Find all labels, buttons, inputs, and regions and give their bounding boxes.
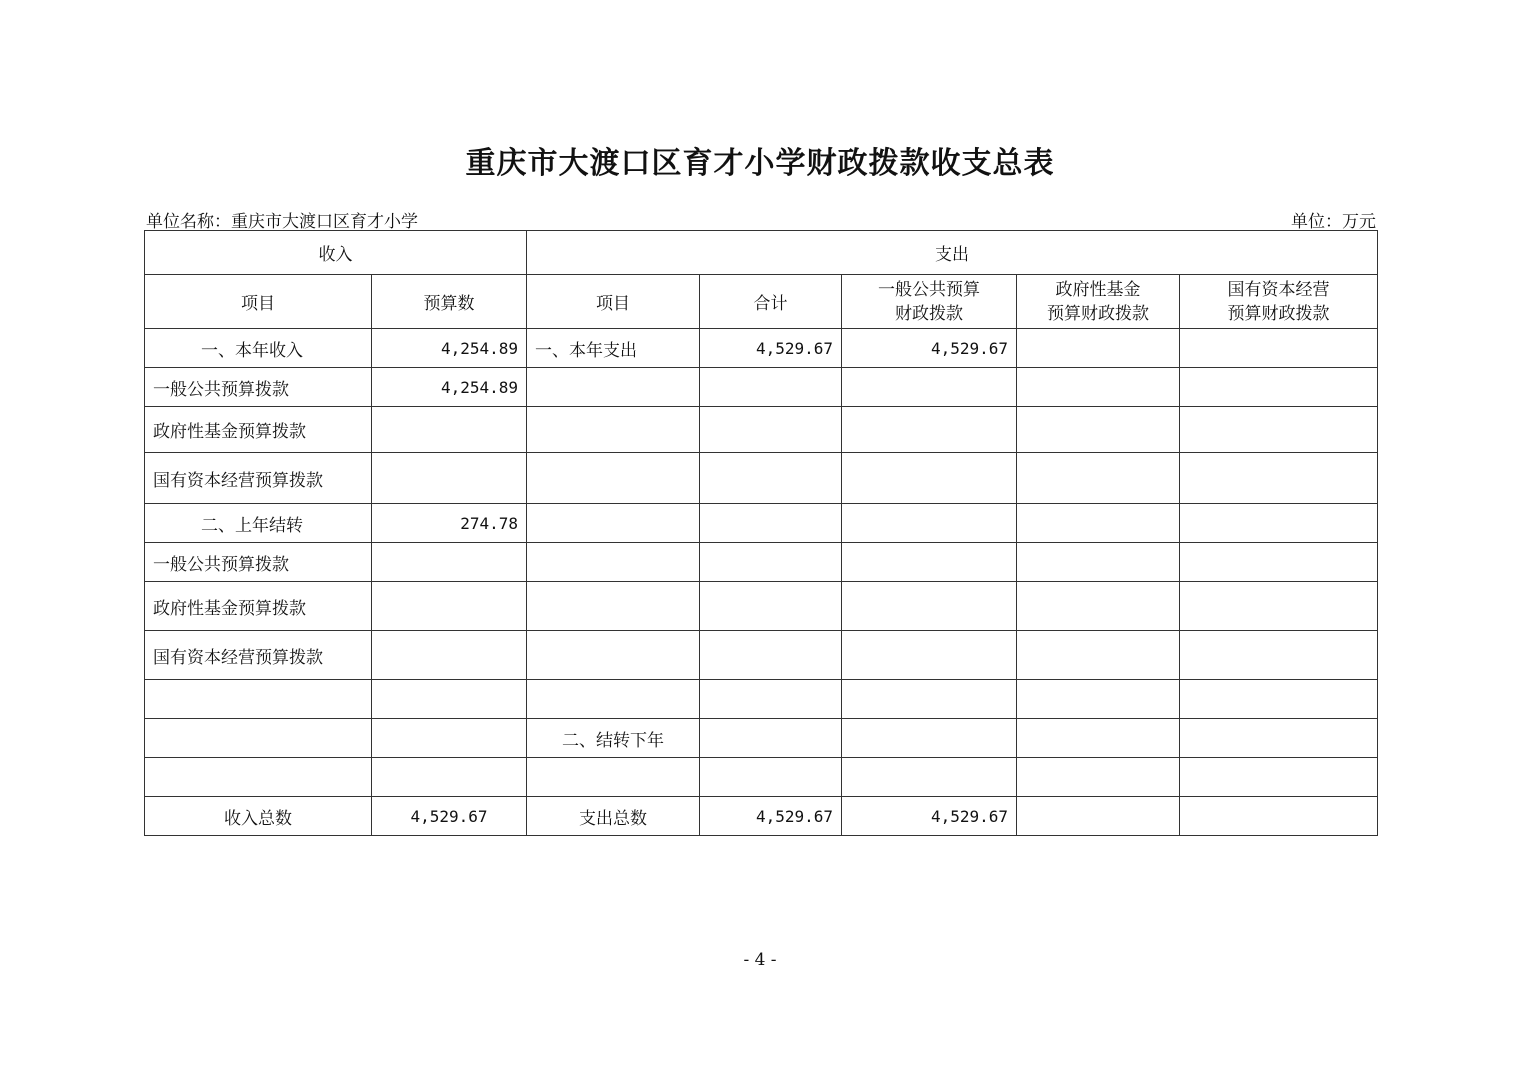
table-row <box>145 631 1378 680</box>
total-cell <box>700 582 842 631</box>
income-amount-cell <box>372 758 527 797</box>
income-item-cell: 二、上年结转 <box>145 504 372 543</box>
income-amount-cell <box>372 543 527 582</box>
government-fund-cell <box>1017 453 1180 504</box>
general-budget-cell <box>842 368 1017 407</box>
income-item-cell: 国有资本经营预算拨款 <box>145 453 372 504</box>
expense-item-cell <box>527 582 700 631</box>
table-row <box>145 758 1378 797</box>
totals-row <box>145 797 1378 836</box>
income-item-cell: 政府性基金预算拨款 <box>145 582 372 631</box>
income-amount-cell <box>372 582 527 631</box>
general-budget-cell <box>842 719 1017 758</box>
government-fund-cell <box>1017 329 1180 368</box>
state-capital-cell <box>1180 680 1378 719</box>
expense-item-cell <box>527 368 700 407</box>
expense-item-cell <box>527 680 700 719</box>
state-capital-cell <box>1180 407 1378 453</box>
column-header-row <box>145 275 1378 329</box>
government-fund-total <box>1017 797 1180 836</box>
general-budget-cell <box>842 582 1017 631</box>
state-capital-cell <box>1180 758 1378 797</box>
budget-summary-table <box>144 230 1378 836</box>
table-row <box>145 407 1378 453</box>
income-total-amount: 4,529.67 <box>372 797 527 836</box>
total-cell <box>700 719 842 758</box>
expense-item-cell <box>527 631 700 680</box>
income-item-cell: 国有资本经营预算拨款 <box>145 631 372 680</box>
income-item-cell: 一般公共预算拨款 <box>145 543 372 582</box>
expense-item-cell <box>527 453 700 504</box>
total-cell <box>700 504 842 543</box>
government-fund-cell <box>1017 719 1180 758</box>
income-header: 收入 <box>145 231 527 275</box>
total-cell <box>700 368 842 407</box>
section-header-row <box>145 231 1378 275</box>
general-budget-cell <box>842 504 1017 543</box>
col-header-total: 合计 <box>700 275 842 329</box>
table-row <box>145 719 1378 758</box>
expense-header: 支出 <box>527 231 1378 275</box>
expense-item-cell <box>527 543 700 582</box>
total-cell <box>700 631 842 680</box>
income-item-cell <box>145 758 372 797</box>
state-capital-cell <box>1180 368 1378 407</box>
table-row <box>145 368 1378 407</box>
state-capital-cell <box>1180 329 1378 368</box>
table-row <box>145 453 1378 504</box>
table-row <box>145 543 1378 582</box>
income-amount-cell <box>372 453 527 504</box>
col-header-budget: 预算数 <box>372 275 527 329</box>
income-amount-cell: 274.78 <box>372 504 527 543</box>
page-title: 重庆市大渡口区育才小学财政拨款收支总表 <box>465 146 1055 181</box>
income-amount-cell: 4,254.89 <box>372 368 527 407</box>
general-budget-cell <box>842 680 1017 719</box>
government-fund-cell <box>1017 504 1180 543</box>
general-budget-cell <box>842 758 1017 797</box>
col-header-general-budget: 一般公共预算 财政拨款 <box>842 275 1017 329</box>
total-cell <box>700 453 842 504</box>
table-row <box>145 329 1378 368</box>
col-header-expense-item: 项目 <box>527 275 700 329</box>
table-row <box>145 504 1378 543</box>
income-item-cell: 一般公共预算拨款 <box>145 368 372 407</box>
state-capital-cell <box>1180 543 1378 582</box>
expense-item-cell <box>527 758 700 797</box>
income-amount-cell <box>372 680 527 719</box>
col-header-state-capital: 国有资本经营 预算财政拨款 <box>1180 275 1378 329</box>
expense-item-cell <box>527 504 700 543</box>
income-amount-cell <box>372 719 527 758</box>
income-item-cell <box>145 719 372 758</box>
income-item-cell: 政府性基金预算拨款 <box>145 407 372 453</box>
state-capital-cell <box>1180 582 1378 631</box>
government-fund-cell <box>1017 368 1180 407</box>
total-cell <box>700 407 842 453</box>
unit-label: 单位：万元 <box>1291 212 1376 232</box>
general-budget-cell <box>842 453 1017 504</box>
income-total-label: 收入总数 <box>145 797 372 836</box>
government-fund-cell <box>1017 680 1180 719</box>
expense-total-label: 支出总数 <box>527 797 700 836</box>
income-item-cell: 一、本年收入 <box>145 329 372 368</box>
general-budget-cell <box>842 631 1017 680</box>
general-budget-total: 4,529.67 <box>842 797 1017 836</box>
government-fund-cell <box>1017 407 1180 453</box>
table-row <box>145 680 1378 719</box>
total-cell <box>700 758 842 797</box>
state-capital-cell <box>1180 631 1378 680</box>
expense-item-cell: 二、结转下年 <box>527 719 700 758</box>
unit-name-label: 单位名称：重庆市大渡口区育才小学 <box>146 212 418 232</box>
income-item-cell <box>145 680 372 719</box>
col-header-government-fund: 政府性基金 预算财政拨款 <box>1017 275 1180 329</box>
government-fund-cell <box>1017 631 1180 680</box>
expense-item-cell <box>527 407 700 453</box>
expense-total-amount: 4,529.67 <box>700 797 842 836</box>
col-header-income-item: 项目 <box>145 275 372 329</box>
state-capital-cell <box>1180 719 1378 758</box>
government-fund-cell <box>1017 543 1180 582</box>
government-fund-cell <box>1017 582 1180 631</box>
state-capital-total <box>1180 797 1378 836</box>
total-cell: 4,529.67 <box>700 329 842 368</box>
total-cell <box>700 680 842 719</box>
state-capital-cell <box>1180 453 1378 504</box>
income-amount-cell <box>372 631 527 680</box>
state-capital-cell <box>1180 504 1378 543</box>
general-budget-cell <box>842 407 1017 453</box>
table-row <box>145 582 1378 631</box>
expense-item-cell: 一、本年支出 <box>527 329 700 368</box>
page-number: - 4 - <box>743 950 777 970</box>
general-budget-cell <box>842 543 1017 582</box>
income-amount-cell <box>372 407 527 453</box>
income-amount-cell: 4,254.89 <box>372 329 527 368</box>
general-budget-cell: 4,529.67 <box>842 329 1017 368</box>
total-cell <box>700 543 842 582</box>
government-fund-cell <box>1017 758 1180 797</box>
